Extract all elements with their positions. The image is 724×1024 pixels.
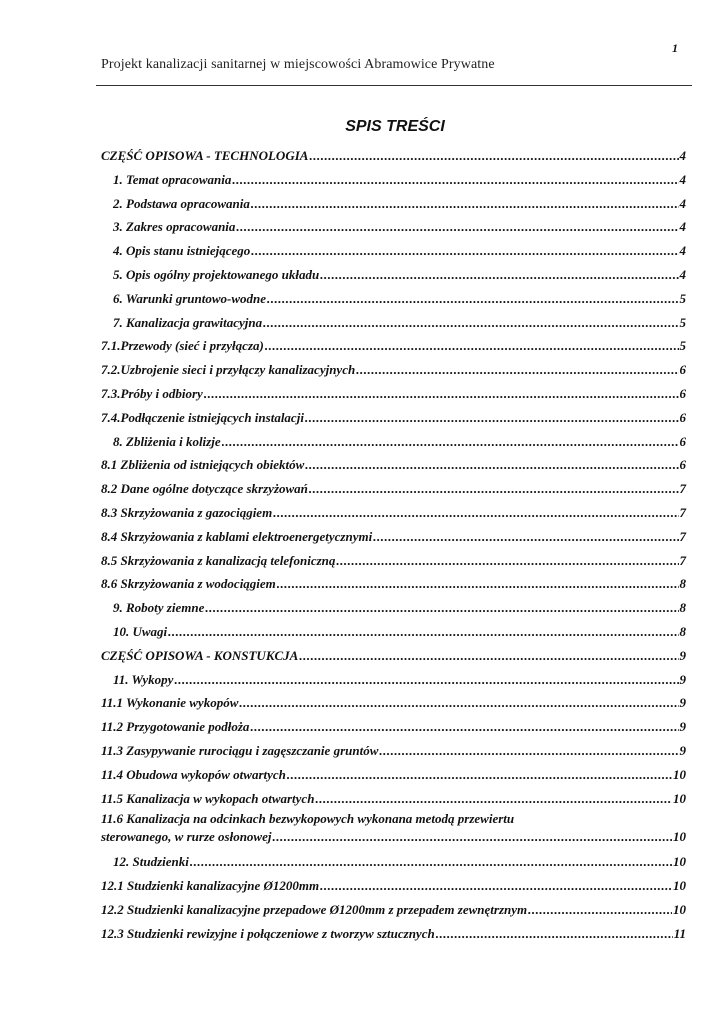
toc-entry[interactable]	[101, 668, 686, 692]
toc-entry-page: 8	[679, 600, 686, 616]
toc-entry-label: 11.2 Przygotowanie podłoża	[101, 719, 250, 735]
toc-entry[interactable]	[101, 144, 686, 168]
toc-entry[interactable]	[101, 334, 686, 358]
toc-entry-page: 10	[673, 829, 686, 845]
toc-entry-page: 9	[679, 647, 686, 663]
toc-entry-label: 1. Temat opracowania	[113, 171, 232, 187]
toc-entry-label: 7. Kanalizacja grawitacyjna	[113, 314, 263, 330]
toc-entry-label: 8.2 Dane ogólne dotyczące skrzyżowań	[101, 481, 308, 497]
toc-entry[interactable]	[101, 715, 686, 739]
toc-entry[interactable]	[101, 874, 686, 898]
toc-entry-label: 12.2 Studzienki kanalizacyjne przepadowe Ø1200mm z przepadem zewnętrznym	[101, 901, 528, 917]
toc-entry-page: 6	[679, 433, 686, 449]
toc-entry-label: CZĘŚĆ OPISOWA - KONSTUKCJA	[101, 647, 299, 663]
toc-entry-label: 12. Studzienki	[113, 854, 189, 870]
toc-entry-page: 10	[673, 901, 686, 917]
toc-entry[interactable]	[101, 358, 686, 382]
toc-entry[interactable]	[101, 810, 686, 850]
toc-entry-page: 6	[679, 385, 686, 401]
toc-dot-leader	[267, 287, 678, 311]
toc-entry-page: 9	[679, 742, 686, 758]
toc-entry-label: 8. Zbliżenia i kolizje	[113, 433, 221, 449]
toc-entry[interactable]	[101, 739, 686, 763]
toc-entry-label: 7.3.Próby i odbiory	[101, 385, 203, 401]
toc-entry-page: 4	[679, 243, 686, 259]
toc-entry-label: 11.4 Obudowa wykopów otwartych	[101, 766, 286, 782]
toc-entry[interactable]	[101, 263, 686, 287]
toc-entry[interactable]	[101, 477, 686, 501]
toc-entry-page: 7	[679, 552, 686, 568]
toc-entry-label: 7.4.Podłączenie istniejących instalacji	[101, 409, 304, 425]
toc-entry[interactable]	[101, 406, 686, 430]
document-header-title: Projekt kanalizacji sanitarnej w miejscowości Abramowice Prywatne	[101, 57, 495, 72]
header-rule	[96, 85, 692, 86]
toc-dot-leader	[272, 828, 672, 846]
toc-entry[interactable]	[101, 192, 686, 216]
toc-entry-label: 11. Wykopy	[113, 671, 174, 687]
toc-entry-page: 7	[679, 481, 686, 497]
toc-dot-leader	[265, 334, 679, 358]
toc-entry[interactable]	[101, 168, 686, 192]
toc-entry-label: 11.5 Kanalizacja w wykopach otwartych	[101, 790, 315, 806]
toc-entry-page: 10	[673, 766, 686, 782]
toc-entry-page: 9	[679, 671, 686, 687]
toc-dot-leader	[379, 739, 678, 763]
toc-entry-label: 3. Zakres opracowania	[113, 219, 236, 235]
toc-dot-leader	[309, 144, 678, 168]
toc-dot-leader	[205, 596, 678, 620]
toc-dot-leader	[528, 898, 672, 922]
toc-entry-label: 7.2.Uzbrojenie sieci i przyłączy kanalizacyjnych	[101, 362, 356, 378]
toc-dot-leader	[336, 549, 678, 573]
toc-entry[interactable]	[101, 787, 686, 811]
toc-entry-page: 9	[679, 719, 686, 735]
toc-entry[interactable]	[101, 239, 686, 263]
toc-entry-label-continued: sterowanego, w rurze osłonowej	[101, 829, 272, 845]
table-of-contents	[101, 144, 686, 946]
toc-entry-label: 12.3 Studzienki rewizyjne i połączeniowe z tworzyw sztucznych	[101, 925, 435, 941]
toc-dot-leader	[299, 644, 678, 668]
toc-entry-label: 7.1.Przewody (sieć i przyłącza)	[101, 338, 264, 354]
toc-entry-page: 4	[679, 219, 686, 235]
toc-entry-page: 5	[679, 338, 686, 354]
toc-dot-leader	[305, 453, 678, 477]
toc-dot-leader	[222, 430, 679, 454]
toc-entry-label: 4. Opis stanu istniejącego	[113, 243, 251, 259]
toc-entry-page: 8	[679, 576, 686, 592]
toc-entry[interactable]	[101, 287, 686, 311]
toc-entry[interactable]	[101, 898, 686, 922]
toc-entry[interactable]	[101, 596, 686, 620]
toc-entry-page: 4	[679, 266, 686, 282]
toc-entry-label: 2. Podstawa opracowania	[113, 195, 250, 211]
toc-dot-leader	[174, 668, 678, 692]
toc-entry-page: 10	[673, 854, 686, 870]
toc-entry-page: 9	[679, 695, 686, 711]
toc-entry-label: 8.1 Zbliżenia od istniejących obiektów	[101, 457, 305, 473]
toc-entry-label: 5. Opis ogólny projektowanego układu	[113, 266, 320, 282]
toc-dot-leader	[273, 501, 678, 525]
toc-entry-page: 4	[679, 195, 686, 211]
toc-dot-leader	[305, 406, 679, 430]
toc-dot-leader	[287, 763, 672, 787]
toc-entry-page: 6	[679, 362, 686, 378]
toc-dot-leader	[315, 787, 672, 811]
toc-entry-label: 8.5 Skrzyżowania z kanalizacją telefoniczną	[101, 552, 336, 568]
toc-entry[interactable]	[101, 644, 686, 668]
toc-entry-label: 11.1 Wykonanie wykopów	[101, 695, 239, 711]
toc-entry-page: 10	[673, 790, 686, 806]
toc-dot-leader	[320, 874, 672, 898]
toc-dot-leader	[356, 358, 678, 382]
toc-dot-leader	[250, 715, 678, 739]
toc-entry[interactable]	[101, 691, 686, 715]
toc-entry[interactable]	[101, 549, 686, 573]
toc-entry-page: 5	[679, 290, 686, 306]
toc-entry[interactable]	[101, 382, 686, 406]
toc-dot-leader	[236, 215, 678, 239]
toc-dot-leader	[277, 572, 679, 596]
toc-dot-leader	[309, 477, 679, 501]
toc-entry-page: 6	[679, 457, 686, 473]
toc-entry-page: 7	[679, 528, 686, 544]
toc-entry[interactable]	[101, 922, 686, 946]
toc-dot-leader	[239, 691, 678, 715]
toc-entry-label: 11.3 Zasypywanie rurociągu i zagęszczanie gruntów	[101, 742, 379, 758]
toc-dot-leader	[232, 168, 678, 192]
toc-dot-leader	[263, 311, 678, 335]
toc-entry-label: 10. Uwagi	[113, 623, 168, 639]
toc-entry-page: 11	[673, 925, 686, 941]
toc-dot-leader	[320, 263, 678, 287]
toc-dot-leader	[436, 922, 673, 946]
toc-dot-leader	[251, 239, 678, 263]
toc-entry[interactable]	[101, 525, 686, 549]
toc-entry[interactable]	[101, 572, 686, 596]
toc-entry[interactable]	[101, 620, 686, 644]
toc-entry[interactable]	[101, 215, 686, 239]
toc-dot-leader	[251, 192, 679, 216]
toc-entry-label: 8.3 Skrzyżowania z gazociągiem	[101, 504, 273, 520]
toc-dot-leader	[373, 525, 678, 549]
toc-dot-leader	[190, 850, 672, 874]
toc-entry[interactable]	[101, 850, 686, 874]
toc-entry-label: 8.4 Skrzyżowania z kablami elektroenergetycznymi	[101, 528, 373, 544]
toc-entry-label: 6. Warunki gruntowo-wodne	[113, 290, 267, 306]
toc-entry-page: 7	[679, 504, 686, 520]
toc-entry-page: 6	[679, 409, 686, 425]
toc-entry-label: 9. Roboty ziemne	[113, 600, 205, 616]
toc-title: SPIS TREŚCI	[345, 118, 445, 135]
toc-entry-label: CZĘŚĆ OPISOWA - TECHNOLOGIA	[101, 148, 309, 163]
page-number: 1	[672, 41, 678, 55]
toc-entry-page: 8	[679, 623, 686, 639]
toc-entry[interactable]	[101, 453, 686, 477]
toc-entry-label: 11.6 Kanalizacja na odcinkach bezwykopowych wykonana metodą przewiertu	[101, 811, 515, 827]
toc-entry[interactable]	[101, 311, 686, 335]
toc-dot-leader	[168, 620, 678, 644]
toc-entry[interactable]	[101, 430, 686, 454]
toc-entry-label: 8.6 Skrzyżowania z wodociągiem	[101, 576, 276, 592]
toc-entry-page: 5	[679, 314, 686, 330]
toc-entry[interactable]	[101, 501, 686, 525]
toc-entry-page: 10	[673, 878, 686, 894]
toc-entry-label: 12.1 Studzienki kanalizacyjne Ø1200mm	[101, 878, 320, 894]
toc-entry[interactable]	[101, 763, 686, 787]
toc-entry-page: 4	[679, 171, 686, 187]
toc-entry-page: 4	[679, 148, 686, 163]
toc-dot-leader	[204, 382, 679, 406]
